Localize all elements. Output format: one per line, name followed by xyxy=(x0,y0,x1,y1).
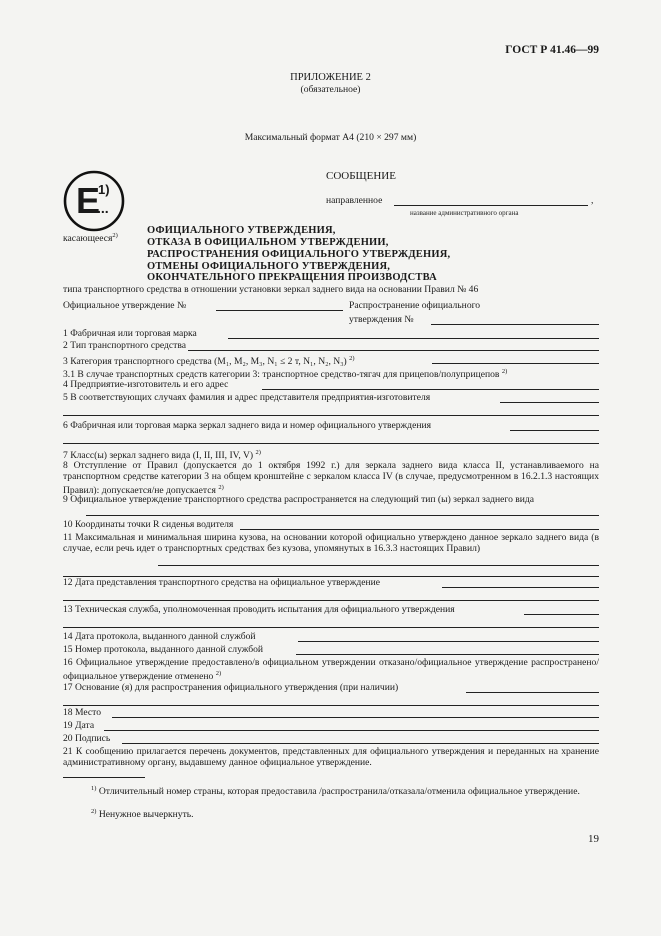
item-13-line xyxy=(524,614,599,615)
message-title: СООБЩЕНИЕ xyxy=(326,170,396,182)
logo-sup: 1) xyxy=(98,182,110,197)
extension-label-1: Распространение официального xyxy=(349,300,481,311)
item-5-line-2 xyxy=(63,415,599,416)
item-2: 2 Тип транспортного средства xyxy=(63,340,187,351)
item-12-line xyxy=(442,587,599,588)
item-3-1: 3.1 В случае транспортных средств категории 3: транспортное средство-тягач для прицепов/полуприцепов $^{2)}$ xyxy=(63,368,508,381)
type-line-2: ОТКАЗА В ОФИЦИАЛЬНОМ УТВЕРЖДЕНИИ, xyxy=(147,237,389,248)
item-12: 12 Дата представления транспортного средства на официальное утверждение xyxy=(63,577,380,588)
appendix-title: ПРИЛОЖЕНИЕ 2 xyxy=(290,72,371,83)
item-11: 11 Максимальная и минимальная ширина кузова, на основании которой официально утверждено данное зеркало заднего вида (в случае, если речь идет о транспортных средствах без кузова, упомянутых в 16.3.3 настоящих Правил) xyxy=(63,532,599,554)
item-5: 5 В соответствующих случаях фамилия и адрес представителя предприятия-изготовителя xyxy=(63,392,431,403)
footnote-2: $^{2)}$ Ненужное вычеркнуть. xyxy=(91,808,194,821)
item-9: 9 Официальное утверждение транспортного средства распространяется на следующий тип (ы) зеркал заднего вида xyxy=(63,494,535,505)
item-21: 21 К сообщению прилагается перечень документов, представленных для официального утверждения и переданных на хранение административному органу, выдавшему данное официальное утверждение. xyxy=(63,746,599,768)
item-16: 16 Официальное утверждение предоставлено/в официальном утверждении отказано/официальное утверждение распространено/официальное утверждение отменено $^{2)}$ xyxy=(63,657,599,683)
item-20-line xyxy=(122,743,599,744)
item-8: 8 Отступление от Правил (допускается до 1 октября 1992 г.) для зеркала заднего вида класса II, устанавливаемого на транспортном средстве категории 3 на общем кронштейне с зеркалом класса IV (в случае, предусмотренном в 16.2.1.3 настоящих Правил): допускается/не допускается $^{2)}$ xyxy=(63,460,599,497)
item-20: 20 Подпись xyxy=(63,733,111,744)
item-13: 13 Техническая служба, уполномоченная проводить испытания для официального утверждения xyxy=(63,604,455,615)
concerning-label: касающееся$^{2)}$ xyxy=(63,232,118,245)
item-17: 17 Основание (я) для распространения официального утверждения (при наличии) xyxy=(63,682,399,693)
item-11-line xyxy=(158,565,599,566)
item-9-line xyxy=(86,515,599,516)
appendix-subtitle: (обязательное) xyxy=(300,84,361,95)
item-13-line-2 xyxy=(63,627,599,628)
item-3-line xyxy=(432,363,599,364)
standard-code: ГОСТ Р 41.46—99 xyxy=(505,44,599,56)
item-1: 1 Фабричная или торговая марка xyxy=(63,328,197,339)
item-6: 6 Фабричная или торговая марка зеркал заднего вида и номер официального утверждения xyxy=(63,420,432,431)
item-10: 10 Координаты точки R сиденья водителя xyxy=(63,519,234,530)
item-18: 18 Место xyxy=(63,707,102,718)
item-15-line xyxy=(296,654,599,655)
logo-dots: ... xyxy=(97,200,109,216)
item-19: 19 Дата xyxy=(63,720,95,731)
footnote-separator xyxy=(63,777,145,778)
item-14-line xyxy=(298,641,599,642)
org-caption: название административного органа xyxy=(410,209,519,217)
item-6-line xyxy=(510,430,599,431)
item-1-line xyxy=(228,338,599,339)
item-6-line-2 xyxy=(63,443,599,444)
type-line-3: РАСПРОСТРАНЕНИЯ ОФИЦИАЛЬНОГО УТВЕРЖДЕНИЯ, xyxy=(147,249,451,260)
item-17-line-2 xyxy=(63,705,599,706)
format-note: Максимальный формат А4 (210 × 297 мм) xyxy=(244,132,417,143)
footnote-1: $^{1)}$ Отличительный номер страны, которая предоставила /распространила/отказала/отменила официальное утверждение. xyxy=(91,785,580,798)
item-19-line xyxy=(104,730,599,731)
item-10-line xyxy=(240,529,599,530)
item-7: 7 Класс(ы) зеркал заднего вида (I, II, III, IV, V) $^{2)}$ xyxy=(63,449,261,462)
basis-line: типа транспортного средства в отношении установки зеркал заднего вида на основании Правил № 46 xyxy=(63,284,479,295)
sent-by-comma: , xyxy=(591,195,594,206)
item-12-line-2 xyxy=(63,600,599,601)
sent-by-label: направленное xyxy=(326,195,383,206)
item-14: 14 Дата протокола, выданного данной службой xyxy=(63,631,256,642)
type-line-5: ОКОНЧАТЕЛЬНОГО ПРЕКРАЩЕНИЯ ПРОИЗВОДСТВА xyxy=(147,272,437,283)
org-line xyxy=(394,205,588,206)
item-18-line xyxy=(112,717,599,718)
item-5-line xyxy=(500,402,599,403)
item-15: 15 Номер протокола, выданного данной службой xyxy=(63,644,264,655)
logo-letter: E xyxy=(76,180,101,221)
page-number: 19 xyxy=(588,833,599,845)
item-3: 3 Категория транспортного средства (M₁, M₂, M₃, N₁ ≤ 2 т, N₁, N₂, N₃) $^{2)}$ xyxy=(63,355,355,368)
item-17-line xyxy=(466,692,599,693)
approval-e-mark-icon xyxy=(63,170,125,232)
extension-number-line xyxy=(431,324,599,325)
item-4: 4 Предприятие-изготовитель и его адрес xyxy=(63,379,229,390)
item-4-line xyxy=(262,389,599,390)
type-line-1: ОФИЦИАЛЬНОГО УТВЕРЖДЕНИЯ, xyxy=(147,225,336,236)
extension-label-2: утверждения № xyxy=(349,314,414,325)
type-line-4: ОТМЕНЫ ОФИЦИАЛЬНОГО УТВЕРЖДЕНИЯ, xyxy=(147,261,391,272)
approval-number-label: Официальное утверждение № xyxy=(63,300,187,311)
approval-number-line xyxy=(216,310,343,311)
item-2-line xyxy=(188,350,599,351)
